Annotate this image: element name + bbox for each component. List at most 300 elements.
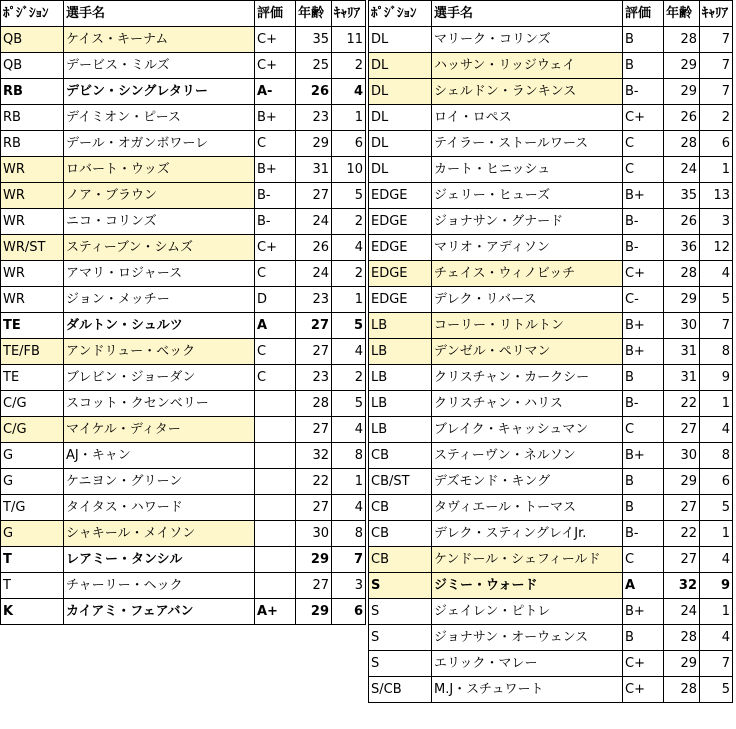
age-cell: 35 (296, 27, 332, 53)
player-name-cell: ニコ・コリンズ (64, 209, 255, 235)
career-cell: 7 (700, 651, 733, 677)
career-cell: 10 (332, 157, 366, 183)
player-name-cell: ロバート・ウッズ (64, 157, 255, 183)
rating-cell (255, 573, 296, 599)
player-name-cell: ロイ・ロペス (432, 105, 623, 131)
table-row (369, 469, 733, 495)
table-row (369, 417, 733, 443)
rating-cell: B- (623, 391, 664, 417)
age-cell: 29 (664, 287, 700, 313)
rating-cell: B (623, 27, 664, 53)
age-cell: 32 (296, 443, 332, 469)
position-cell: EDGE (369, 183, 432, 209)
player-name-cell: デール・オガンボワーレ (64, 131, 255, 157)
table-row (1, 391, 366, 417)
position-cell: LB (369, 391, 432, 417)
table-row (369, 651, 733, 677)
header-name: 選手名 (432, 1, 623, 27)
player-name-cell: エリック・マレー (432, 651, 623, 677)
position-cell: C/G (1, 417, 64, 443)
career-cell: 4 (700, 417, 733, 443)
player-name-cell: カイアミ・フェアバン (64, 599, 255, 625)
rating-cell: B (623, 365, 664, 391)
age-cell: 23 (296, 105, 332, 131)
rating-cell: B (623, 625, 664, 651)
career-cell: 1 (332, 287, 366, 313)
rating-cell: B- (623, 235, 664, 261)
career-cell: 9 (700, 365, 733, 391)
position-cell: G (1, 443, 64, 469)
rating-cell (255, 443, 296, 469)
rating-cell (255, 547, 296, 573)
table-row (1, 313, 366, 339)
player-name-cell: ケンドール・シェフィールド (432, 547, 623, 573)
table-row (1, 443, 366, 469)
career-cell: 7 (700, 79, 733, 105)
age-cell: 28 (664, 625, 700, 651)
table-row (369, 599, 733, 625)
position-cell: DL (369, 157, 432, 183)
career-cell: 4 (332, 417, 366, 443)
player-name-cell: スティーブン・シムズ (64, 235, 255, 261)
position-cell: CB (369, 521, 432, 547)
age-cell: 27 (296, 339, 332, 365)
position-cell: TE (1, 313, 64, 339)
rating-cell: B+ (255, 105, 296, 131)
age-cell: 24 (664, 599, 700, 625)
table-row (369, 79, 733, 105)
table-row (1, 131, 366, 157)
table-row (1, 495, 366, 521)
position-cell: LB (369, 417, 432, 443)
career-cell: 7 (700, 27, 733, 53)
career-cell: 5 (700, 495, 733, 521)
position-cell: RB (1, 105, 64, 131)
position-cell: CB/ST (369, 469, 432, 495)
position-cell: WR (1, 157, 64, 183)
career-cell: 2 (700, 105, 733, 131)
rating-cell: C- (623, 287, 664, 313)
table-row (369, 521, 733, 547)
rating-cell: B+ (623, 599, 664, 625)
table-row (1, 573, 366, 599)
player-name-cell: ダルトン・シュルツ (64, 313, 255, 339)
age-cell: 27 (296, 183, 332, 209)
career-cell: 2 (332, 209, 366, 235)
career-cell: 1 (700, 157, 733, 183)
rating-cell: C (623, 157, 664, 183)
table-row (1, 521, 366, 547)
position-cell: EDGE (369, 209, 432, 235)
table-row (369, 287, 733, 313)
header-career: ｷｬﾘｱ (332, 1, 366, 27)
table-row (1, 235, 366, 261)
offense-roster-table (0, 0, 366, 625)
player-name-cell: チェイス・ウィノビッチ (432, 261, 623, 287)
rating-cell (255, 417, 296, 443)
table-row (369, 547, 733, 573)
career-cell: 6 (332, 131, 366, 157)
position-cell: DL (369, 79, 432, 105)
career-cell: 4 (332, 79, 366, 105)
player-name-cell: チャーリー・ヘック (64, 573, 255, 599)
table-row (1, 599, 366, 625)
header-career: ｷｬﾘｱ (700, 1, 733, 27)
age-cell: 31 (296, 157, 332, 183)
player-name-cell: ジミー・ウォード (432, 573, 623, 599)
age-cell: 32 (664, 573, 700, 599)
table-row (369, 209, 733, 235)
rating-cell: B (623, 495, 664, 521)
career-cell: 8 (332, 521, 366, 547)
player-name-cell: ケニヨン・グリーン (64, 469, 255, 495)
header-rating: 評価 (255, 1, 296, 27)
player-name-cell: コーリー・リトルトン (432, 313, 623, 339)
rating-cell: C+ (255, 235, 296, 261)
age-cell: 28 (664, 131, 700, 157)
career-cell: 5 (332, 183, 366, 209)
player-name-cell: ハッサン・リッジウェイ (432, 53, 623, 79)
position-cell: LB (369, 365, 432, 391)
player-name-cell: スコット・クセンベリー (64, 391, 255, 417)
career-cell: 8 (332, 443, 366, 469)
age-cell: 29 (664, 651, 700, 677)
age-cell: 30 (664, 313, 700, 339)
player-name-cell: カート・ヒニッシュ (432, 157, 623, 183)
player-name-cell: デビン・シングレタリー (64, 79, 255, 105)
career-cell: 4 (332, 495, 366, 521)
table-row (1, 547, 366, 573)
position-cell: QB (1, 53, 64, 79)
career-cell: 9 (700, 573, 733, 599)
position-cell: TE/FB (1, 339, 64, 365)
player-name-cell: ブレイク・キャッシュマン (432, 417, 623, 443)
age-cell: 27 (664, 547, 700, 573)
position-cell: WR (1, 261, 64, 287)
player-name-cell: ケイス・キーナム (64, 27, 255, 53)
career-cell: 6 (700, 469, 733, 495)
age-cell: 24 (296, 261, 332, 287)
position-cell: K (1, 599, 64, 625)
age-cell: 27 (296, 417, 332, 443)
position-cell: EDGE (369, 261, 432, 287)
career-cell: 11 (332, 27, 366, 53)
career-cell: 1 (332, 105, 366, 131)
career-cell: 8 (700, 443, 733, 469)
table-header-row (1, 1, 366, 27)
player-name-cell: AJ・キャン (64, 443, 255, 469)
table-row (369, 235, 733, 261)
player-name-cell: テイラー・ストールワース (432, 131, 623, 157)
age-cell: 27 (664, 495, 700, 521)
age-cell: 27 (664, 417, 700, 443)
career-cell: 5 (700, 677, 733, 703)
table-row (369, 443, 733, 469)
rating-cell: B- (255, 183, 296, 209)
table-row (1, 209, 366, 235)
player-name-cell: アマリ・ロジャース (64, 261, 255, 287)
position-cell: WR (1, 287, 64, 313)
age-cell: 26 (664, 105, 700, 131)
career-cell: 7 (332, 547, 366, 573)
rating-cell (255, 469, 296, 495)
age-cell: 29 (296, 599, 332, 625)
position-cell: WR (1, 183, 64, 209)
rating-cell: C+ (623, 677, 664, 703)
rating-cell: B- (623, 79, 664, 105)
age-cell: 29 (664, 79, 700, 105)
position-cell: S (369, 573, 432, 599)
age-cell: 28 (664, 677, 700, 703)
table-row (369, 183, 733, 209)
table-row (369, 131, 733, 157)
table-row (369, 27, 733, 53)
table-row (1, 417, 366, 443)
position-cell: S (369, 599, 432, 625)
header-age: 年齢 (296, 1, 332, 27)
table-row (1, 183, 366, 209)
age-cell: 22 (664, 521, 700, 547)
career-cell: 4 (332, 235, 366, 261)
player-name-cell: ノア・ブラウン (64, 183, 255, 209)
table-row (369, 53, 733, 79)
table-row (369, 625, 733, 651)
header-position: ﾎﾟｼﾞｼｮﾝ (369, 1, 432, 27)
career-cell: 3 (700, 209, 733, 235)
position-cell: WR (1, 209, 64, 235)
player-name-cell: ジョナサン・オーウェンス (432, 625, 623, 651)
age-cell: 27 (296, 313, 332, 339)
rating-cell: A (623, 573, 664, 599)
position-cell: LB (369, 313, 432, 339)
position-cell: WR/ST (1, 235, 64, 261)
position-cell: LB (369, 339, 432, 365)
position-cell: DL (369, 131, 432, 157)
player-name-cell: クリスチャン・ハリス (432, 391, 623, 417)
rating-cell: D (255, 287, 296, 313)
age-cell: 25 (296, 53, 332, 79)
age-cell: 28 (664, 261, 700, 287)
career-cell: 4 (332, 339, 366, 365)
table-row (1, 261, 366, 287)
career-cell: 4 (700, 547, 733, 573)
header-position: ﾎﾟｼﾞｼｮﾝ (1, 1, 64, 27)
table-row (1, 365, 366, 391)
rating-cell: B- (623, 209, 664, 235)
table-row (1, 79, 366, 105)
age-cell: 28 (664, 27, 700, 53)
position-cell: CB (369, 495, 432, 521)
player-name-cell: デレク・リバース (432, 287, 623, 313)
position-cell: EDGE (369, 287, 432, 313)
position-cell: T/G (1, 495, 64, 521)
career-cell: 2 (332, 53, 366, 79)
position-cell: EDGE (369, 235, 432, 261)
position-cell: QB (1, 27, 64, 53)
player-name-cell: ジョン・メッチー (64, 287, 255, 313)
player-name-cell: デイミオン・ピース (64, 105, 255, 131)
position-cell: CB (369, 443, 432, 469)
age-cell: 29 (664, 469, 700, 495)
career-cell: 7 (700, 53, 733, 79)
rating-cell: B (623, 53, 664, 79)
age-cell: 23 (296, 287, 332, 313)
table-row (369, 573, 733, 599)
age-cell: 24 (664, 157, 700, 183)
position-cell: TE (1, 365, 64, 391)
rating-cell: A- (255, 79, 296, 105)
player-name-cell: クリスチャン・カークシー (432, 365, 623, 391)
position-cell: G (1, 469, 64, 495)
rating-cell: C+ (623, 105, 664, 131)
age-cell: 23 (296, 365, 332, 391)
rating-cell: B+ (623, 313, 664, 339)
career-cell: 7 (700, 313, 733, 339)
player-name-cell: ブレビン・ジョーダン (64, 365, 255, 391)
table-row (369, 391, 733, 417)
rating-cell: B (623, 469, 664, 495)
player-name-cell: アンドリュー・ベック (64, 339, 255, 365)
position-cell: DL (369, 27, 432, 53)
player-name-cell: シェルドン・ランキンス (432, 79, 623, 105)
table-row (369, 677, 733, 703)
age-cell: 30 (664, 443, 700, 469)
age-cell: 28 (296, 391, 332, 417)
position-cell: S (369, 651, 432, 677)
age-cell: 36 (664, 235, 700, 261)
rating-cell: C (255, 339, 296, 365)
career-cell: 6 (332, 599, 366, 625)
age-cell: 27 (296, 495, 332, 521)
rating-cell: B- (623, 521, 664, 547)
rating-cell: C+ (255, 27, 296, 53)
career-cell: 8 (700, 339, 733, 365)
position-cell: RB (1, 79, 64, 105)
table-row (369, 105, 733, 131)
position-cell: RB (1, 131, 64, 157)
player-name-cell: M.J・スチュワート (432, 677, 623, 703)
rating-cell: B+ (623, 183, 664, 209)
position-cell: DL (369, 105, 432, 131)
table-row (369, 365, 733, 391)
table-row (1, 339, 366, 365)
rating-cell: C (623, 131, 664, 157)
rating-cell: C (255, 261, 296, 287)
defense-roster-table (368, 0, 733, 703)
table-row (1, 157, 366, 183)
table-row (369, 261, 733, 287)
rating-cell: B- (255, 209, 296, 235)
position-cell: CB (369, 547, 432, 573)
rating-cell (255, 391, 296, 417)
career-cell: 2 (332, 365, 366, 391)
career-cell: 12 (700, 235, 733, 261)
header-name: 選手名 (64, 1, 255, 27)
age-cell: 26 (296, 79, 332, 105)
position-cell: T (1, 573, 64, 599)
rating-cell: B+ (623, 443, 664, 469)
table-row (1, 27, 366, 53)
header-rating: 評価 (623, 1, 664, 27)
table-row (1, 53, 366, 79)
rating-cell (255, 495, 296, 521)
position-cell: S/CB (369, 677, 432, 703)
rating-cell: A+ (255, 599, 296, 625)
rating-cell: C+ (255, 53, 296, 79)
rating-cell (255, 521, 296, 547)
age-cell: 24 (296, 209, 332, 235)
position-cell: G (1, 521, 64, 547)
header-age: 年齢 (664, 1, 700, 27)
player-name-cell: シャキール・メイソン (64, 521, 255, 547)
table-row (1, 469, 366, 495)
age-cell: 30 (296, 521, 332, 547)
career-cell: 1 (700, 599, 733, 625)
rating-cell: C (255, 365, 296, 391)
rating-cell: C (623, 417, 664, 443)
rating-cell: A (255, 313, 296, 339)
player-name-cell: タイタス・ハワード (64, 495, 255, 521)
age-cell: 26 (664, 209, 700, 235)
position-cell: T (1, 547, 64, 573)
position-cell: DL (369, 53, 432, 79)
player-name-cell: タヴィエール・トーマス (432, 495, 623, 521)
rating-cell: C+ (623, 651, 664, 677)
player-name-cell: デンゼル・ペリマン (432, 339, 623, 365)
table-row (369, 339, 733, 365)
player-name-cell: レアミー・タンシル (64, 547, 255, 573)
career-cell: 4 (700, 261, 733, 287)
career-cell: 2 (332, 261, 366, 287)
player-name-cell: マリオ・アディソン (432, 235, 623, 261)
career-cell: 5 (700, 287, 733, 313)
career-cell: 1 (332, 469, 366, 495)
age-cell: 27 (296, 573, 332, 599)
player-name-cell: マイケル・ディター (64, 417, 255, 443)
career-cell: 4 (700, 625, 733, 651)
career-cell: 1 (700, 521, 733, 547)
age-cell: 31 (664, 365, 700, 391)
age-cell: 29 (296, 547, 332, 573)
position-cell: S (369, 625, 432, 651)
table-header-row (369, 1, 733, 27)
rating-cell: B+ (255, 157, 296, 183)
rating-cell: C (255, 131, 296, 157)
career-cell: 6 (700, 131, 733, 157)
table-row (369, 313, 733, 339)
age-cell: 22 (296, 469, 332, 495)
table-row (369, 495, 733, 521)
career-cell: 5 (332, 391, 366, 417)
age-cell: 29 (664, 53, 700, 79)
age-cell: 29 (296, 131, 332, 157)
position-cell: C/G (1, 391, 64, 417)
rating-cell: B+ (623, 339, 664, 365)
age-cell: 31 (664, 339, 700, 365)
career-cell: 3 (332, 573, 366, 599)
player-name-cell: ジェリー・ヒューズ (432, 183, 623, 209)
rating-cell: C (623, 547, 664, 573)
age-cell: 22 (664, 391, 700, 417)
player-name-cell: デレク・スティングレイJr. (432, 521, 623, 547)
rating-cell: C+ (623, 261, 664, 287)
player-name-cell: デービス・ミルズ (64, 53, 255, 79)
player-name-cell: デズモンド・キング (432, 469, 623, 495)
player-name-cell: ジョナサン・グナード (432, 209, 623, 235)
table-row (369, 157, 733, 183)
player-name-cell: スティーヴン・ネルソン (432, 443, 623, 469)
player-name-cell: マリーク・コリンズ (432, 27, 623, 53)
